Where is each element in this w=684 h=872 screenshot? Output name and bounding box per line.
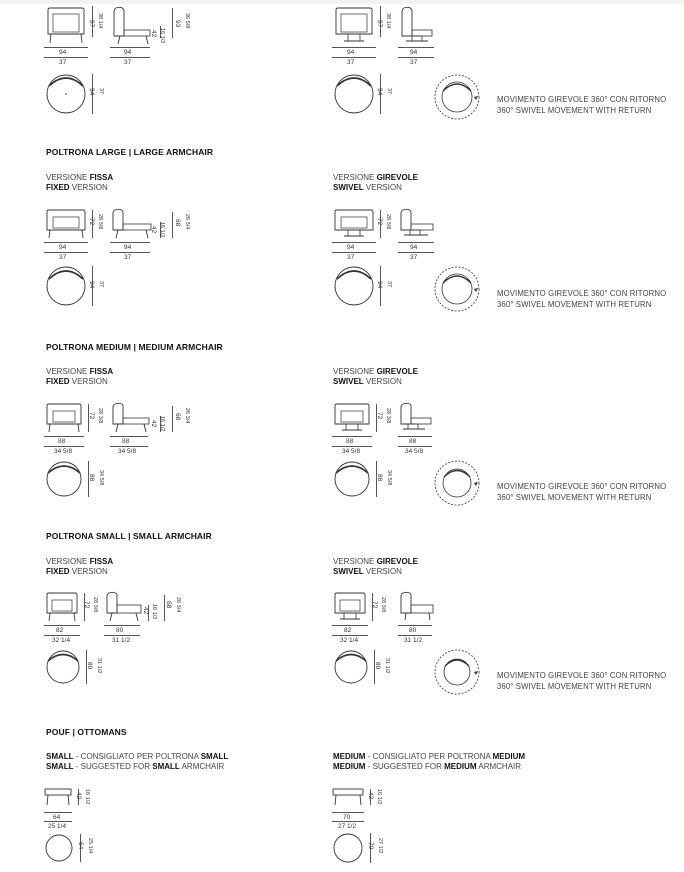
plan-depth-cm: 80	[86, 662, 93, 670]
swivel-note-it: MOVIMENTO GIREVOLE 360° CON RITORNO	[497, 95, 667, 104]
depth-cm: 94	[410, 244, 418, 251]
version-label-fixed: VERSIONE FISSA FIXED VERSION	[46, 557, 114, 576]
depth-cm: 94	[410, 49, 418, 56]
plan-depth-cm: 88	[376, 474, 383, 482]
arm-height-cm: 68	[174, 219, 181, 227]
swivel-note-it: MOVIMENTO GIREVOLE 360° CON RITORNO	[497, 671, 667, 680]
height-in: 28 3/8	[97, 214, 103, 230]
plan-depth-in: 37	[98, 281, 104, 288]
height-cm: 72	[88, 412, 95, 420]
width-in: 32 1/4	[340, 637, 359, 644]
side-view-drawing	[398, 591, 438, 623]
height-cm: 72	[376, 218, 383, 226]
pouf-small-label: SMALL - CONSIGLIATO PER POLTRONA SMALL SMALL - SUGGESTED FOR SMALL ARMCHAIR	[46, 752, 229, 771]
swivel-note-it: MOVIMENTO GIREVOLE 360° CON RITORNO	[497, 289, 667, 298]
plan-depth-cm: 94	[88, 281, 95, 289]
seat-height-in: 16 1/2	[159, 222, 165, 238]
plan-depth-in: 37	[386, 88, 392, 95]
height-cm: 72	[376, 412, 383, 420]
pouf-depth-cm: 70	[367, 842, 374, 850]
swivel-note-en: 360° SWIVEL MOVEMENT WITH RETURN	[497, 682, 652, 691]
width-in: 37	[59, 254, 67, 261]
version-label-fixed: VERSIONE FISSA FIXED VERSION	[46, 367, 114, 386]
arm-height-in: 26 3/4	[184, 408, 190, 424]
plan-depth-cm: 80	[374, 662, 381, 670]
height-in: 28 3/8	[385, 408, 391, 424]
plan-view-drawing	[332, 648, 370, 686]
arm-height-cm: 93	[174, 20, 181, 28]
height-cm: 72	[83, 601, 90, 609]
plan-view-drawing	[332, 72, 376, 116]
height-in: 38 1/4	[97, 13, 103, 29]
depth-in: 37	[124, 59, 132, 66]
pouf-width-cm: 70	[343, 814, 351, 821]
version-label-swivel: VERSIONE GIREVOLE SWIVEL VERSION	[333, 367, 418, 386]
plan-view-drawing	[44, 72, 88, 116]
depth-cm: 80	[116, 627, 124, 634]
plan-depth-in: 34 5/8	[98, 470, 104, 486]
width-cm: 88	[58, 438, 66, 445]
plan-depth-cm: 94	[88, 88, 95, 96]
depth-in: 31 1/2	[112, 637, 131, 644]
arm-height-in: 26 3/4	[175, 597, 181, 613]
pouf-width-in: 25 1/4	[48, 823, 67, 830]
pouf-medium-label: MEDIUM - CONSIGLIATO PER POLTRONA MEDIUM MEDIUM - SUGGESTED FOR MEDIUM ARMCHAIR	[333, 752, 526, 771]
pouf-side-view	[332, 788, 364, 808]
pouf-plan-view	[332, 832, 364, 864]
plan-view-drawing	[44, 648, 82, 686]
seat-height-in: 16 1/2	[159, 28, 165, 44]
width-in: 37	[347, 254, 355, 261]
plan-view-drawing	[44, 264, 88, 308]
width-cm: 94	[59, 49, 67, 56]
plan-depth-cm: 94	[376, 281, 383, 289]
pouf-width-cm: 64	[53, 814, 61, 821]
side-view-drawing	[104, 591, 144, 623]
version-label-fixed: VERSIONE FISSA FIXED VERSION	[46, 173, 114, 192]
depth-in: 37	[410, 254, 418, 261]
plan-depth-in: 31 1/2	[96, 658, 102, 674]
depth-in: 37	[124, 254, 132, 261]
swivel-rotation-icon	[432, 647, 482, 697]
front-view-drawing	[332, 402, 372, 434]
plan-view-drawing	[44, 459, 84, 499]
width-in: 34 5/8	[342, 448, 361, 455]
width-cm: 94	[347, 244, 355, 251]
depth-cm: 88	[122, 438, 130, 445]
width-in: 37	[59, 59, 67, 66]
arm-height-cm: 68	[174, 413, 181, 421]
pouf-height-cm: 42	[75, 792, 82, 800]
height-cm: 72	[88, 218, 95, 226]
seat-height-in: 16 1/2	[159, 416, 165, 432]
version-label-swivel: VERSIONE GIREVOLE SWIVEL VERSION	[333, 173, 418, 192]
width-cm: 94	[59, 244, 67, 251]
front-view-drawing	[332, 591, 368, 623]
pouf-height-in: 16 1/2	[84, 789, 90, 805]
page-top-edge	[0, 0, 684, 4]
width-cm: 82	[56, 627, 64, 634]
width-cm: 94	[347, 49, 355, 56]
swivel-rotation-icon	[432, 264, 482, 314]
seat-height-cm: 42	[150, 226, 157, 234]
depth-cm: 94	[124, 49, 132, 56]
front-view-drawing	[44, 208, 88, 240]
height-cm: 72	[371, 601, 378, 609]
plan-depth-in: 37	[98, 88, 104, 95]
arm-height-cm: 68	[165, 601, 172, 609]
plan-view-drawing	[332, 264, 376, 308]
front-view-drawing	[332, 208, 376, 240]
depth-cm: 80	[409, 627, 417, 634]
arm-height-in: 26 3/4	[184, 214, 190, 230]
depth-cm: 94	[124, 244, 132, 251]
side-view-drawing	[110, 6, 156, 46]
plan-depth-in: 31 1/2	[384, 658, 390, 674]
pouf-side-view	[44, 788, 72, 808]
height-in: 28 3/8	[92, 597, 98, 613]
pouf-depth-cm: 64	[77, 842, 84, 850]
plan-depth-in: 37	[386, 281, 392, 288]
plan-depth-in: 34 5/8	[386, 470, 392, 486]
width-in: 32 1/4	[52, 637, 71, 644]
swivel-note-en: 360° SWIVEL MOVEMENT WITH RETURN	[497, 300, 652, 309]
section-title-small: POLTRONA SMALL | SMALL ARMCHAIR	[46, 531, 212, 541]
depth-in: 31 1/2	[404, 637, 423, 644]
pouf-height-cm: 42	[367, 792, 374, 800]
section-title-large: POLTRONA LARGE | LARGE ARMCHAIR	[46, 147, 214, 157]
height-cm: 97	[376, 20, 383, 28]
front-view-drawing	[332, 6, 376, 46]
width-cm: 82	[344, 627, 352, 634]
height-cm: 97	[88, 20, 95, 28]
pouf-height-in: 16 1/2	[376, 789, 382, 805]
depth-in: 34 5/8	[118, 448, 137, 455]
side-view-drawing	[398, 402, 438, 434]
depth-in: 34 5/8	[405, 448, 424, 455]
pouf-depth-in: 27 1/2	[377, 838, 383, 854]
section-title-medium: POLTRONA MEDIUM | MEDIUM ARMCHAIR	[46, 342, 223, 352]
swivel-note-it: MOVIMENTO GIREVOLE 360° CON RITORNO	[497, 482, 667, 491]
swivel-rotation-icon	[432, 72, 482, 122]
side-view-drawing	[110, 402, 154, 434]
front-view-drawing	[44, 591, 80, 623]
pouf-width-in: 27 1/2	[338, 823, 357, 830]
pouf-plan-view	[44, 833, 74, 863]
width-in: 37	[347, 59, 355, 66]
width-cm: 88	[346, 438, 354, 445]
swivel-rotation-icon	[432, 458, 482, 508]
height-in: 38 1/4	[385, 13, 391, 29]
side-view-drawing	[398, 6, 438, 46]
pouf-depth-in: 25 1/4	[87, 838, 93, 854]
seat-height-cm: 42	[150, 30, 157, 38]
seat-height-cm: 42	[150, 420, 157, 428]
seat-height-in: 16 1/2	[151, 604, 157, 620]
seat-height-cm: 42	[142, 607, 149, 615]
plan-depth-cm: 88	[88, 474, 95, 482]
arm-height-in: 36 5/8	[184, 13, 190, 29]
height-in: 28 3/8	[97, 408, 103, 424]
swivel-note-en: 360° SWIVEL MOVEMENT WITH RETURN	[497, 106, 652, 115]
side-view-drawing	[110, 208, 156, 240]
width-in: 34 5/8	[54, 448, 73, 455]
depth-in: 37	[410, 59, 418, 66]
section-title-pouf: POUF | OTTOMANS	[46, 727, 127, 737]
version-label-swivel: VERSIONE GIREVOLE SWIVEL VERSION	[333, 557, 418, 576]
height-in: 28 3/8	[380, 597, 386, 613]
plan-depth-cm: 94	[376, 88, 383, 96]
side-view-drawing	[398, 208, 438, 240]
plan-view-drawing	[332, 459, 372, 499]
height-in: 28 3/8	[385, 214, 391, 230]
depth-cm: 88	[409, 438, 417, 445]
front-view-drawing	[44, 402, 84, 434]
swivel-note-en: 360° SWIVEL MOVEMENT WITH RETURN	[497, 493, 652, 502]
front-view-drawing	[44, 6, 88, 46]
